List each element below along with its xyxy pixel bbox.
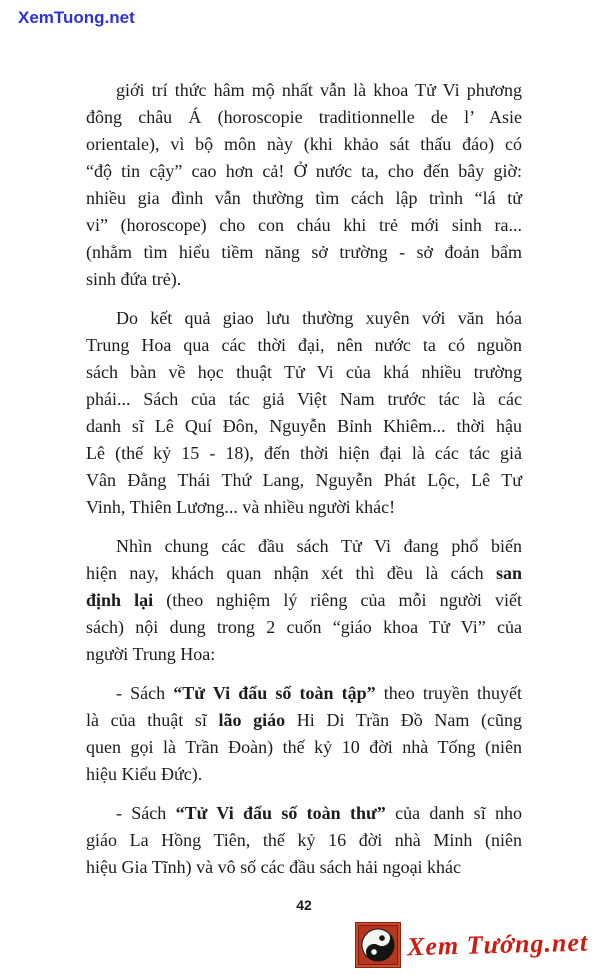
text-segment: - Sách — [116, 803, 176, 823]
bold-text-segment: san — [495, 563, 522, 583]
paragraphs — [86, 77, 522, 881]
text-line — [86, 158, 522, 185]
text-line — [86, 854, 522, 881]
text-segment: giới trí thức hâm mộ nhất vẫn là khoa Tử Vi phương — [116, 80, 522, 100]
bold-text-segment: lão giáo — [218, 710, 286, 730]
text-line — [86, 332, 522, 359]
text-segment: của danh sĩ nho — [385, 803, 522, 823]
text-segment: là của thuật sĩ — [86, 710, 219, 730]
text-segment: “độ tin cậy” cao hơn cả! Ở nước ta, cho đến bây giờ: — [86, 161, 522, 181]
text-segment: giáo La Hồng Tiên, thế kỷ 16 đời nhà Minh (niên — [86, 830, 522, 850]
text-line — [86, 413, 522, 440]
bold-text-segment: “Tử Vi đẩu số toàn tập” — [173, 683, 376, 703]
text-line — [86, 614, 522, 641]
paragraph — [86, 305, 522, 521]
text-segment: phái... Sách của tác giả Việt Nam trước tác là các — [86, 389, 522, 409]
text-line — [86, 212, 522, 239]
text-line — [86, 185, 522, 212]
text-line — [86, 359, 522, 386]
text-segment: hiệu Gia Tĩnh) và vô số các đầu sách hải ngoại khác — [86, 857, 462, 877]
text-line — [86, 386, 522, 413]
text-segment: hiện nay, khách quan nhận xét thì đều là cách — [86, 563, 496, 583]
bold-text-segment: “Tử Vi đẩu số toàn thư” — [175, 803, 386, 823]
text-segment: Trung Hoa qua các thời đại, nên nước ta có nguồn — [86, 335, 522, 355]
text-segment: Vinh, Thiên Lương... và nhiều người khác! — [86, 497, 396, 517]
text-segment: - Sách — [116, 683, 174, 703]
text-segment: orientale), vì bộ môn này (khi khảo sát thấu đáo) có — [86, 134, 522, 154]
text-line — [86, 77, 522, 104]
text-line — [86, 761, 522, 788]
text-segment: sách bàn về học thuật Tử Vi của khá nhiều trường — [86, 362, 522, 382]
text-segment: sinh đứa trẻ). — [86, 269, 182, 289]
text-line — [86, 533, 522, 560]
text-segment: (theo nghiệm lý riêng của mỗi người viết — [153, 590, 522, 610]
text-segment: theo truyền thuyết — [375, 683, 523, 703]
text-line — [86, 104, 522, 131]
text-line — [86, 641, 522, 668]
text-segment: hiệu Kiểu Đức). — [86, 764, 203, 784]
text-segment: nhiều gia đình vẫn thường tìm cách lập trình “lá tử — [86, 188, 522, 208]
text-segment: Nhìn chung các đầu sách Tử Vi đang phổ biến — [116, 536, 522, 556]
footer-logo-text: Xem Tướng.net — [406, 927, 589, 962]
paragraph — [86, 680, 522, 788]
text-line — [86, 494, 522, 521]
text-line — [86, 467, 522, 494]
footer-logo-link[interactable] — [356, 923, 588, 967]
text-line — [86, 266, 522, 293]
text-line — [86, 827, 522, 854]
page-text — [86, 77, 522, 893]
text-line — [86, 440, 522, 467]
text-line — [86, 800, 522, 827]
text-line — [86, 239, 522, 266]
paragraph — [86, 77, 522, 293]
text-segment: sách) nội dung trong 2 cuốn “giáo khoa Tử Vi” của — [86, 617, 522, 637]
text-line — [86, 560, 522, 587]
page-number: 42 — [296, 897, 312, 913]
text-segment: quen gọi là Trần Đoàn) thế kỷ 10 đời nhà Tống (niên — [86, 737, 522, 757]
text-line — [86, 707, 522, 734]
text-line — [86, 131, 522, 158]
text-segment: (nhằm tìm hiểu tiềm năng sở trường - sở đoản bẩm — [86, 242, 522, 262]
text-line — [86, 305, 522, 332]
text-segment: Vân Đằng Thái Thứ Lang, Nguyễn Phát Lộc, Lê Tư — [86, 470, 522, 490]
bold-text-segment: định lại — [86, 590, 154, 610]
paragraph — [86, 800, 522, 881]
text-segment: vi” (horoscope) cho con cháu khi trẻ mới sinh ra... — [86, 215, 522, 235]
text-segment: người Trung Hoa: — [86, 644, 216, 664]
text-segment: Hi Di Trần Đồ Nam (cũng — [285, 710, 522, 730]
text-line — [86, 680, 522, 707]
text-segment: danh sĩ Lê Quí Đôn, Nguyễn Bỉnh Khiêm... thời hậu — [86, 416, 522, 436]
text-segment: đông châu Á (horoscopie traditionnelle de l’ Asie — [86, 107, 522, 127]
text-segment: Do kết quả giao lưu thường xuyên với văn hóa — [116, 308, 522, 328]
text-line — [86, 587, 522, 614]
yin-yang-icon — [356, 923, 400, 967]
text-segment: Lê (thế kỷ 15 - 18), đến thời hiện đại là các tác giả — [86, 443, 522, 463]
paragraph — [86, 533, 522, 668]
site-watermark-link[interactable]: XemTuong.net — [18, 8, 135, 27]
text-line — [86, 734, 522, 761]
